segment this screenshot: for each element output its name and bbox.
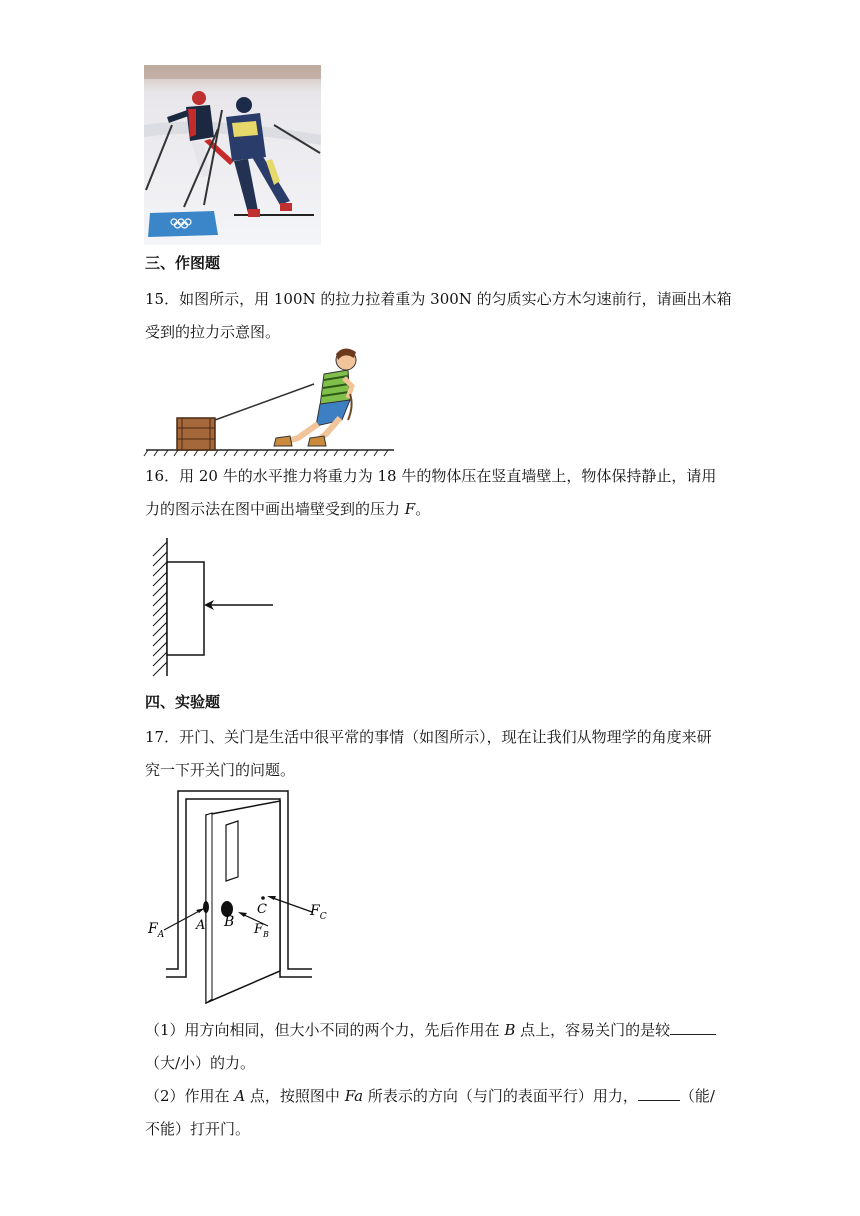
q17-part1-line1 (145, 1020, 716, 1040)
q17-part2-var2: Fa (344, 1087, 364, 1105)
q15-line1: 15．如图所示，用 100N 的拉力拉着重为 300N 的匀质实心方木匀速前行，请画出木箱 (145, 290, 732, 308)
section-heading-experiment: 四、实验题 (145, 693, 221, 711)
q16-line2-end: 。 (415, 500, 431, 518)
door-figure (140, 785, 340, 1010)
q15-line2: 受到的拉力示意图。 (145, 323, 281, 341)
q17-part2-line1 (145, 1086, 715, 1106)
skiing-photo (144, 65, 321, 245)
label-C: C (257, 902, 267, 917)
q17-part1-text-b: 点上，容易关门的是较 (515, 1021, 671, 1039)
q16-force-var: F (404, 500, 416, 518)
q17-part2-text-c: 所表示的方向（与门的表面平行）用力， (363, 1087, 638, 1105)
q16-line1: 16．用 20 牛的水平推力将重力为 18 牛的物体压在竖直墙壁上，物体保持静止，请用 (145, 467, 717, 485)
q17-part2-line2: 不能）打开门。 (145, 1120, 251, 1138)
q16-line2-text: 力的图示法在图中画出墙壁受到的压力 (145, 500, 405, 518)
q17-part2-text-d: （能/ (679, 1087, 715, 1105)
q17-part1-line2: （大/小）的力。 (145, 1054, 256, 1072)
label-FB: $F_B$ (254, 922, 269, 939)
q17-part2-var: A (234, 1087, 246, 1105)
label-FC: $F_C$ (310, 903, 327, 922)
label-A: A (196, 918, 206, 933)
q17-line1: 17．开门、关门是生活中很平常的事情（如图所示），现在让我们从物理学的角度来研 (145, 728, 712, 746)
label-FA: $F_A$ (148, 921, 165, 940)
pulling-box-figure (144, 346, 396, 458)
q17-part1-var: B (504, 1021, 516, 1039)
q17-part1-text: （1）用方向相同，但大小不同的两个力，先后作用在 (145, 1021, 505, 1039)
q17-part2-text: （2）作用在 (145, 1087, 235, 1105)
q17-part2-blank[interactable] (638, 1086, 680, 1101)
q17-part2-text-b: 点，按照图中 (245, 1087, 345, 1105)
q16-line2 (145, 499, 430, 519)
section-heading-drawing: 三、作图题 (145, 254, 221, 272)
q17-part1-blank[interactable] (670, 1020, 716, 1035)
label-B: B (224, 914, 235, 930)
wall-block-figure (148, 538, 278, 678)
q17-line2: 究一下开关门的问题。 (145, 761, 296, 779)
